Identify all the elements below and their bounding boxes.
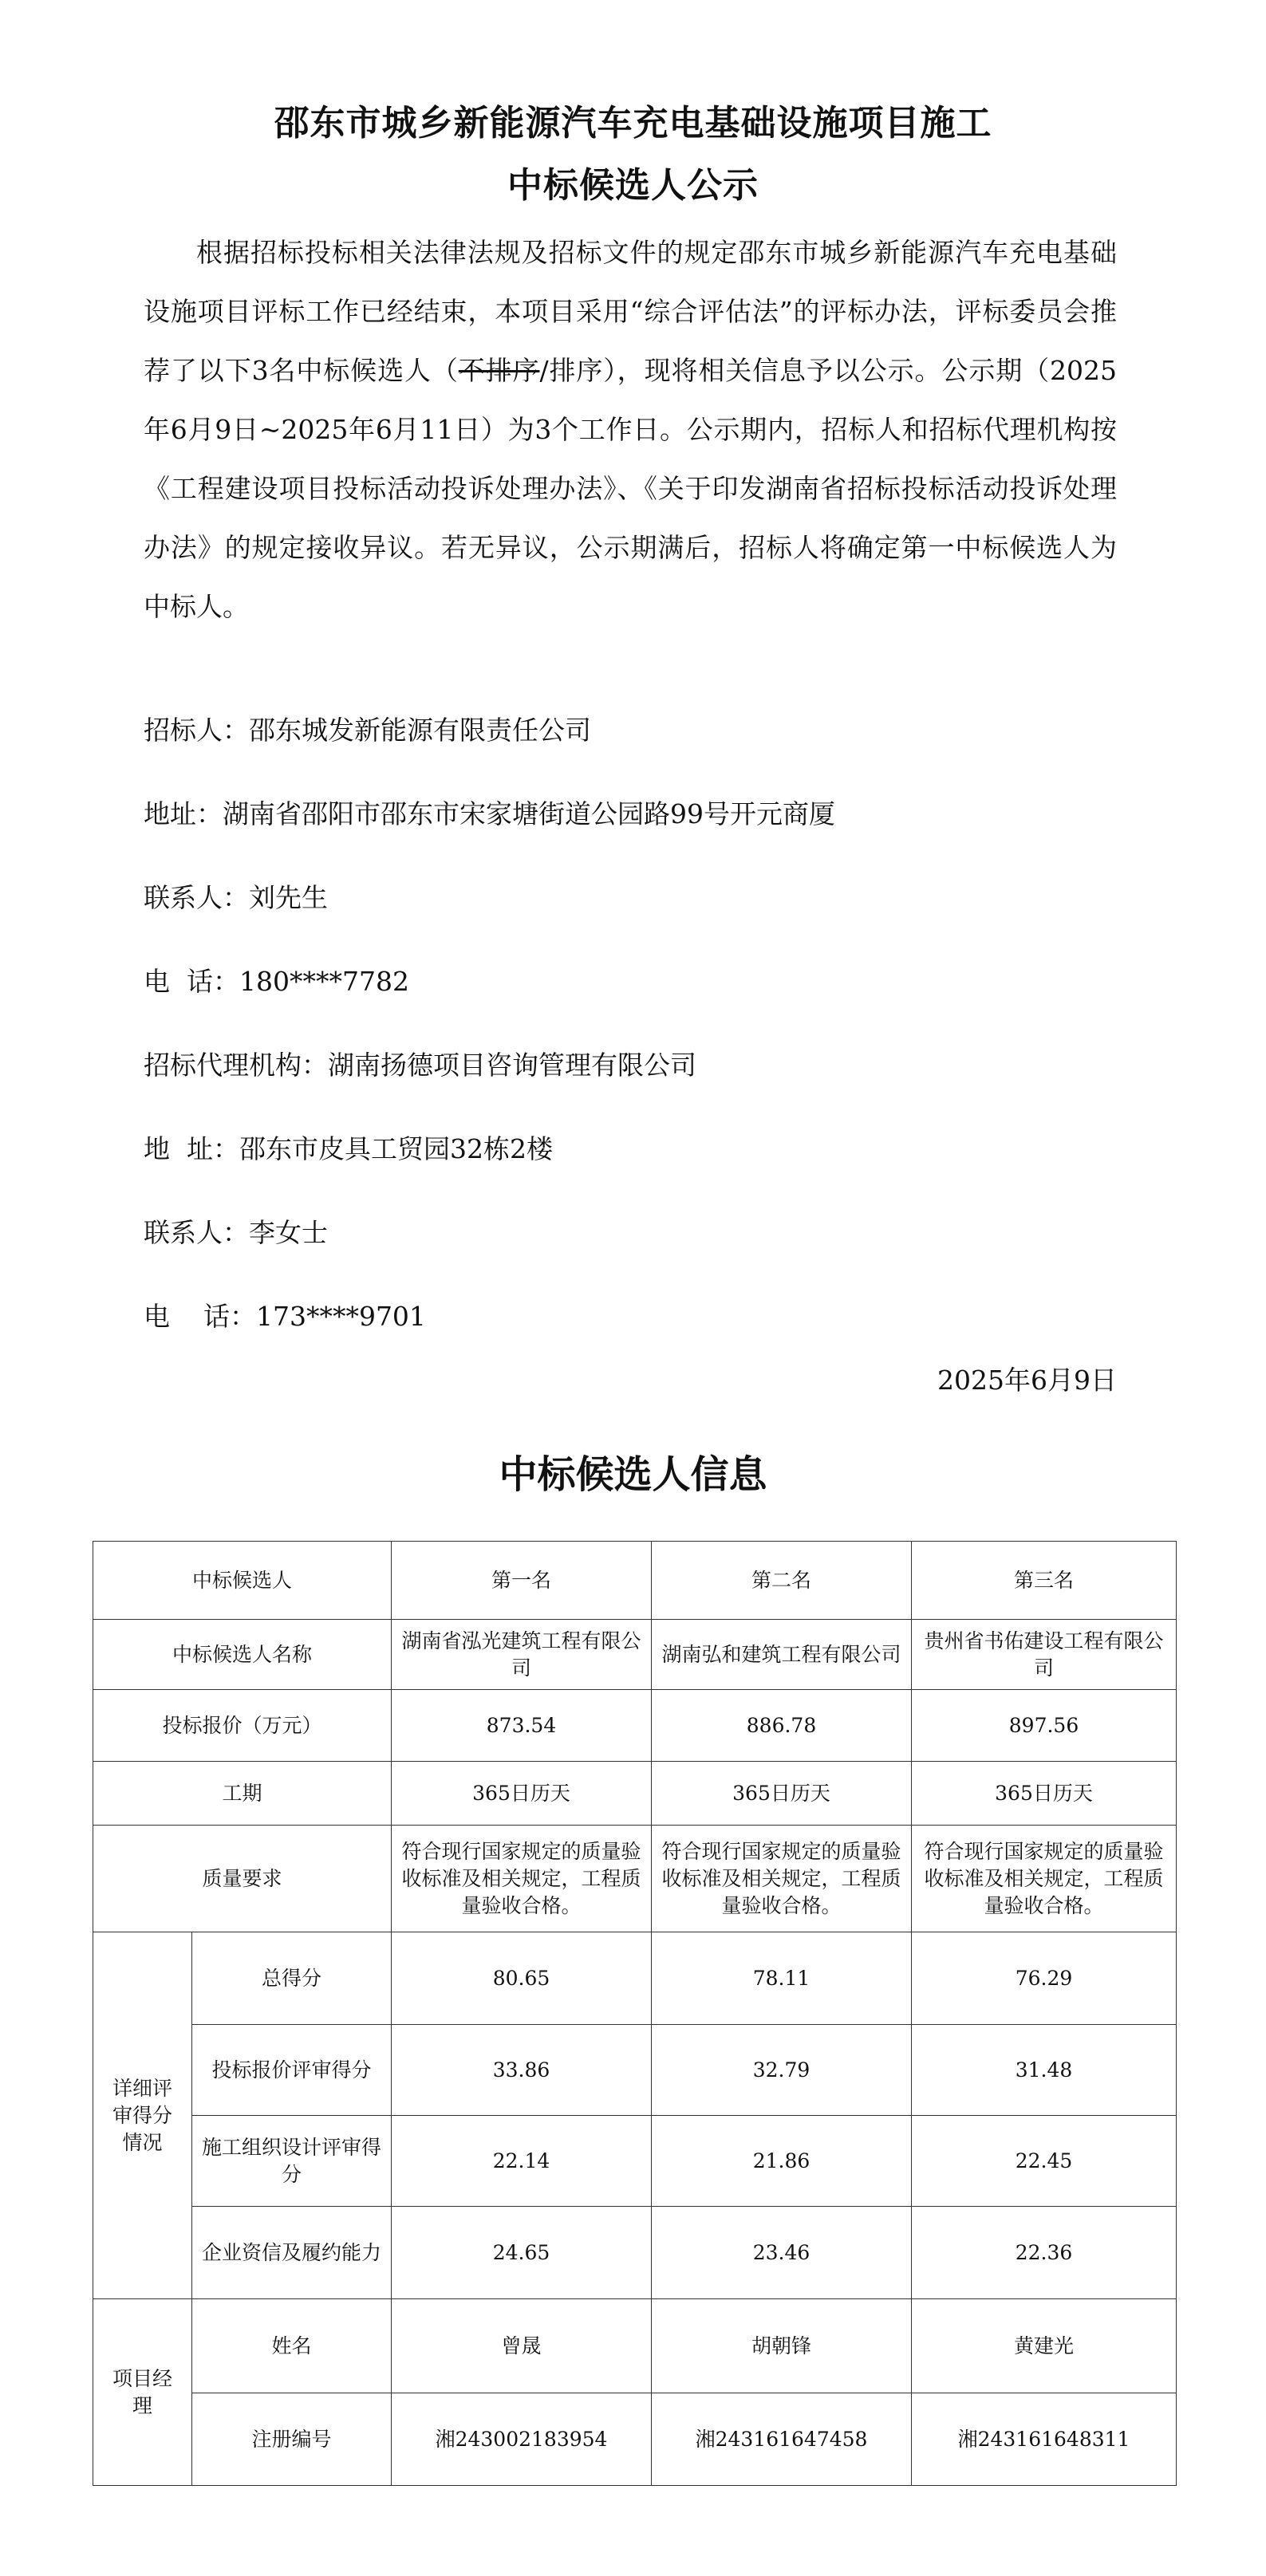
cell: 22.36 (912, 2207, 1177, 2299)
table-row-name (93, 1620, 1177, 1690)
cell: 湘243161648311 (912, 2393, 1177, 2486)
header-rank-1: 第一名 (392, 1542, 652, 1620)
intro-text-part2: /排序），现将相关信息予以公示。公示期（2025年6月9日~2025年6月11日）为3个工作日。公示期内，招标人和招标代理机构按《工程建设项目投标活动投诉处理办法》、《关于印发湖南省招标投标活动投诉处理办法》的规定接收异议。若无异议，公示期满后，招标人将确定第一中标候选人为中标人。 (144, 355, 1118, 622)
candidate-table (93, 1541, 1177, 2486)
pm-group-label: 项目经理 (93, 2299, 192, 2486)
agency-address: 地 址：邵东市皮具工贸园32栋2楼 (144, 1133, 553, 1164)
cell: 22.45 (912, 2116, 1177, 2207)
tenderer: 招标人：邵东城发新能源有限责任公司 (144, 715, 591, 746)
cell: 897.56 (912, 1690, 1177, 1762)
cell: 湖南弘和建筑工程有限公司 (652, 1620, 912, 1690)
cell: 湘243161647458 (652, 2393, 912, 2486)
cell: 黄建光 (912, 2299, 1177, 2393)
cell: 365日历天 (652, 1762, 912, 1826)
cell: 贵州省书佑建设工程有限公司 (912, 1620, 1177, 1690)
agency-contact: 联系人：李女士 (144, 1217, 328, 1248)
table-row-total-score (93, 1932, 1177, 2025)
cell: 符合现行国家规定的质量验收标准及相关规定，工程质量验收合格。 (652, 1826, 912, 1932)
score-group-label: 详细评审得分情况 (93, 1932, 192, 2299)
intro-text-part1: 根据招标投标相关法律法规及招标文件的规定邵东市城乡新能源汽车充电基础设施项目评标工作已经结束，本项目采用“综合评估法”的评标办法，评标委员会推荐了以下3名中标候选人（ (144, 237, 1117, 386)
row-label: 投标报价（万元） (93, 1690, 392, 1762)
cell: 胡朝锋 (652, 2299, 912, 2393)
cell: 21.86 (652, 2116, 912, 2207)
cell: 湖南省泓光建筑工程有限公司 (392, 1620, 652, 1690)
intro-paragraph (144, 223, 1117, 636)
cell: 886.78 (652, 1690, 912, 1762)
doc-title-line2: 中标候选人公示 (507, 165, 759, 206)
row-label: 中标候选人名称 (93, 1620, 392, 1690)
cell: 曾晟 (392, 2299, 652, 2393)
cell: 符合现行国家规定的质量验收标准及相关规定，工程质量验收合格。 (392, 1826, 652, 1932)
row-label: 质量要求 (93, 1826, 392, 1932)
header-rank-2: 第二名 (652, 1542, 912, 1620)
cell: 76.29 (912, 1932, 1177, 2025)
cell: 湘243002183954 (392, 2393, 652, 2486)
row-label: 姓名 (192, 2299, 392, 2393)
cell: 24.65 (392, 2207, 652, 2299)
publish-date: 2025年6月9日 (937, 1365, 1117, 1396)
cell: 31.48 (912, 2025, 1177, 2116)
table-header-row (93, 1542, 1177, 1620)
cell: 873.54 (392, 1690, 652, 1762)
doc-title-line1: 邵东市城乡新能源汽车充电基础设施项目施工 (274, 103, 992, 144)
intro-struck-text: 不排序 (458, 355, 540, 386)
tenderer-address: 地址：湖南省邵阳市邵东市宋家塘街道公园路99号开元商厦 (144, 798, 835, 829)
cell: 80.65 (392, 1932, 652, 2025)
header-rank-3: 第三名 (912, 1542, 1177, 1620)
row-label: 施工组织设计评审得分 (192, 2116, 392, 2207)
table-row-duration (93, 1762, 1177, 1826)
cell: 32.79 (652, 2025, 912, 2116)
header-label: 中标候选人 (93, 1542, 392, 1620)
cell: 符合现行国家规定的质量验收标准及相关规定，工程质量验收合格。 (912, 1826, 1177, 1932)
table-row-design-score (93, 2116, 1177, 2207)
row-label: 投标报价评审得分 (192, 2025, 392, 2116)
tenderer-contact: 联系人：刘先生 (144, 882, 328, 913)
tenderer-phone: 电 话：180****7782 (144, 966, 409, 997)
table-row-pm-name (93, 2299, 1177, 2393)
agency: 招标代理机构：湖南扬德项目咨询管理有限公司 (144, 1050, 696, 1081)
row-label: 注册编号 (192, 2393, 392, 2486)
cell: 78.11 (652, 1932, 912, 2025)
table-row-bid (93, 1690, 1177, 1762)
agency-phone: 电 话：173****9701 (144, 1301, 426, 1332)
cell: 33.86 (392, 2025, 652, 2116)
cell: 365日历天 (912, 1762, 1177, 1826)
cell: 23.46 (652, 2207, 912, 2299)
table-row-bid-score (93, 2025, 1177, 2116)
cell: 365日历天 (392, 1762, 652, 1826)
table-title: 中标候选人信息 (499, 1452, 767, 1497)
table-row-quality (93, 1826, 1177, 1932)
row-label: 总得分 (192, 1932, 392, 2025)
table-row-credit-score (93, 2207, 1177, 2299)
table-row-pm-reg (93, 2393, 1177, 2486)
cell: 22.14 (392, 2116, 652, 2207)
row-label: 企业资信及履约能力 (192, 2207, 392, 2299)
row-label: 工期 (93, 1762, 392, 1826)
